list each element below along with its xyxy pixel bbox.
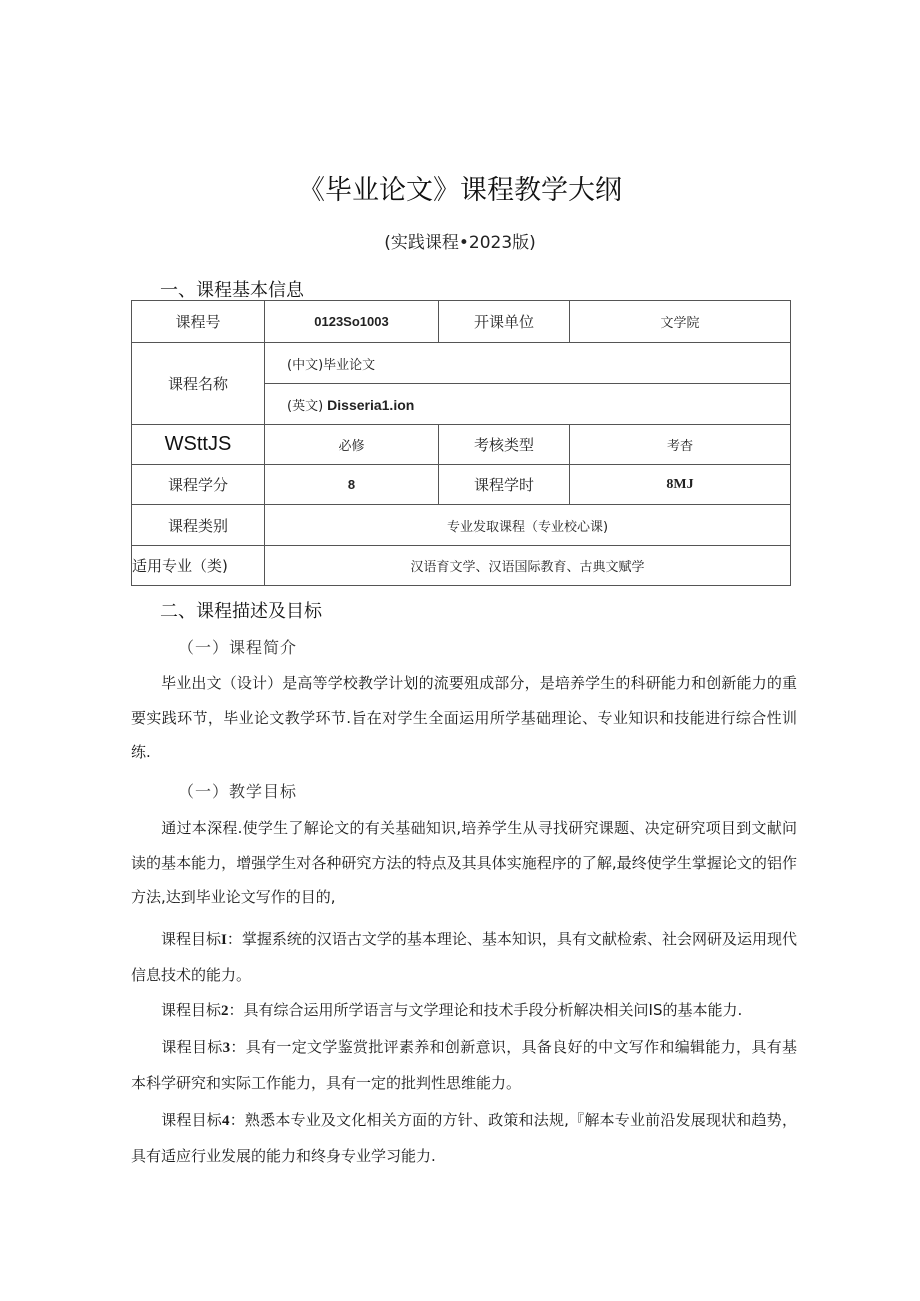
goal-number: 4 <box>222 1113 230 1129</box>
table-row <box>132 425 791 465</box>
goal-number: I <box>221 932 227 948</box>
table-row <box>132 546 791 586</box>
section-heading-basic-info: 一、课程基本信息 <box>160 280 304 301</box>
course-name-cn: 毕业论文 <box>323 357 376 373</box>
applicable-majors-value: 汉语育文学、汉语国际教育、古典文赋学 <box>265 546 791 586</box>
course-name-label: 课程名称 <box>132 343 265 425</box>
course-name-en-prefix: (英文) <box>287 398 324 414</box>
hours-label: 课程学时 <box>439 465 570 505</box>
goal-colon: ： <box>226 930 242 948</box>
course-nature-label: WSttJS <box>132 425 265 465</box>
course-code-value: 0123So1003 <box>265 301 439 343</box>
goal-label: 课程目标 <box>161 1038 223 1056</box>
goal-item-3 <box>131 1030 797 1100</box>
table-row <box>132 465 791 505</box>
objectives-paragraph <box>131 811 797 915</box>
course-intro-text: 毕业出文（设计）是高等学校教学计划的流要殂成部分，是培养学生的科研能力和创新能力的重要实践环节，毕业论文教学环节.旨在对学生全面运用所学基础理论、专业知识和技能进行综合性训练. <box>131 674 797 761</box>
hours-value: 8MJ <box>570 465 791 505</box>
assessment-type-value: 考杳 <box>570 425 791 465</box>
course-name-en: Disseria1.ion <box>327 396 415 413</box>
subsection-heading-intro: （一）课程简介 <box>178 638 298 657</box>
course-name-cn-prefix: (中文) <box>287 357 324 373</box>
credits-label: 课程学分 <box>132 465 265 505</box>
goal-label: 课程目标 <box>161 1001 222 1019</box>
table-row <box>132 343 791 384</box>
goal-text: 熟悉本专业及文化相关方面的方针、政策和法规,『解本专业前沿发展现状和趋势，具有适应行业发展的能力和终身专业学习能力. <box>131 1111 797 1165</box>
goal-colon: ： <box>228 1001 244 1019</box>
course-code-label: 课程号 <box>132 301 265 343</box>
dept-value: 文学院 <box>570 301 791 343</box>
table-row <box>132 301 791 343</box>
goal-text: 具有一定文学鉴赏批评素养和创新意识，具备良好的中文写作和编辑能力，具有基本科学研究和实际工作能力，具有一定的批判性思维能力。 <box>131 1038 797 1092</box>
goal-text: 掌握系统的汉语古文学的基本理论、基本知识，具有文献检索、社会网研及运用现代信息技术的能力。 <box>131 930 797 984</box>
document-subtitle: (实践课程•2023版) <box>384 233 536 253</box>
course-intro-paragraph <box>131 666 797 770</box>
objectives-text: 通过本深程.使学生了解论文的有关基础知识,培养学生从寻找研究课题、决定研究项目到文献问读的基本能力，增强学生对各种研究方法的特点及其具体实施程序的了解,最终使学生掌握论文的铝作方法,达到毕业论文写作的目的, <box>131 819 797 906</box>
goal-label: 课程目标 <box>161 930 222 948</box>
course-nature-value: 必修 <box>265 425 439 465</box>
applicable-majors-label: 适用专业（类) <box>132 546 265 586</box>
course-category-label: 课程类别 <box>132 505 265 546</box>
section-heading-description: 二、课程描述及目标 <box>160 601 322 622</box>
course-name-cn-cell <box>265 343 791 384</box>
subsection-heading-objectives: （一）教学目标 <box>178 782 298 801</box>
goal-label: 课程目标 <box>161 1111 223 1129</box>
assessment-type-label: 考核类型 <box>439 425 570 465</box>
goal-text: 具有综合运用所学语言与文学理论和技术手段分析解决相关问IS的基本能力. <box>243 1001 743 1019</box>
goal-colon: ： <box>229 1111 245 1129</box>
document-title: 《毕业论文》课程教学大纲 <box>298 175 622 206</box>
goal-item-2 <box>131 993 797 1029</box>
course-info-table <box>131 300 791 586</box>
credits-value: 8 <box>265 465 439 505</box>
goal-number: 3 <box>222 1040 231 1056</box>
course-name-en-cell <box>265 384 791 425</box>
course-category-value: 专业发取课程（专业校心课) <box>265 505 791 546</box>
goal-colon: ： <box>230 1038 246 1056</box>
table-row <box>132 505 791 546</box>
goal-item-4 <box>131 1103 797 1173</box>
dept-label: 开课单位 <box>439 301 570 343</box>
goal-item-1 <box>131 922 797 992</box>
goal-number: 2 <box>221 1003 229 1019</box>
